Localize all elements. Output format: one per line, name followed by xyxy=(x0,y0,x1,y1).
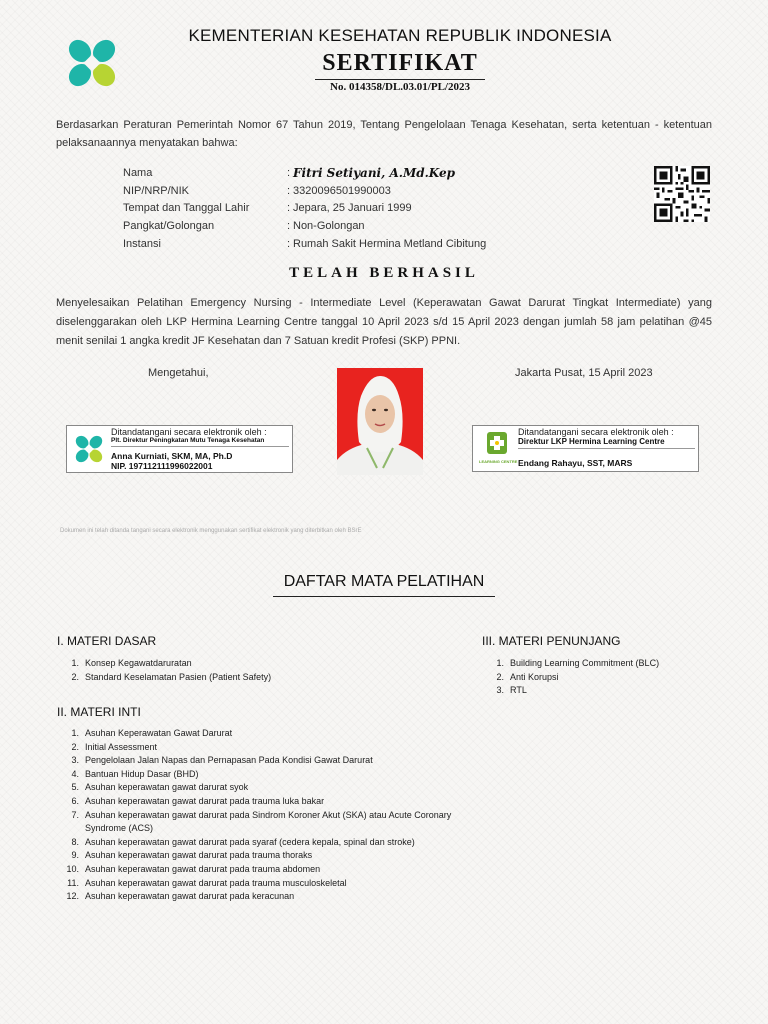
hermina-logo-icon xyxy=(481,430,513,458)
field-row-ttl: Tempat dan Tanggal Lahir : Jepara, 25 Januari 1999 xyxy=(123,202,412,215)
field-value: 3320096501990003 xyxy=(293,184,391,197)
list-item: 3. RTL xyxy=(496,685,527,696)
field-value: Rumah Sakit Hermina Metland Cibitung xyxy=(293,238,487,251)
section-title-dasar: I. MATERI DASAR xyxy=(57,634,157,648)
field-value: Non-Golongan xyxy=(293,220,365,233)
signer-position: Direktur LKP Hermina Learning Centre xyxy=(518,437,665,446)
field-label: Nama xyxy=(123,166,153,179)
signature-box-hermina xyxy=(472,425,699,472)
signer-position: Plt. Direktur Peningkatan Mutu Tenaga Kesehatan xyxy=(111,437,265,444)
list-item: 12. Asuhan keperawatan gawat darurat pada keracunan xyxy=(66,891,295,902)
field-value: Jepara, 25 Januari 1999 xyxy=(293,202,412,215)
list-item: 9. Asuhan keperawatan gawat darurat pada trauma thoraks xyxy=(71,850,313,861)
list-item: 1. Building Learning Commitment (BLC) xyxy=(496,658,660,668)
intro-paragraph: Berdasarkan Peraturan Pemerintah Nomor 67 Tahun 2019, Tentang Pengelolaan Tenaga Kesehatan, serta ketentuan - ketentuan pelaksanaannya menyatakan bahwa: xyxy=(56,119,712,149)
list-item: 1. Asuhan Keperawatan Gawat Darurat xyxy=(71,728,233,738)
course-list-underline xyxy=(273,596,495,597)
field-label: Tempat dan Tanggal Lahir xyxy=(123,202,250,215)
list-item: 1. Konsep Kegawatdaruratan xyxy=(71,658,192,668)
field-row-nama: Nama : Fitri Setiyani, A.Md.Kep xyxy=(123,165,455,180)
acknowledged-label: Mengetahui, xyxy=(148,367,209,379)
city-date: Jakarta Pusat, 15 April 2023 xyxy=(515,367,653,379)
list-item: 6. Asuhan keperawatan gawat darurat pada trauma luka bakar xyxy=(71,795,325,806)
recipient-fields xyxy=(123,164,486,253)
field-label: Pangkat/Golongan xyxy=(123,220,215,233)
certificate-title: SERTIFIKAT xyxy=(322,50,478,76)
signer-nip: NIP. 197112111996022001 xyxy=(111,461,213,471)
signature-divider xyxy=(111,446,289,447)
list-item: 4. Bantuan Hidup Dasar (BHD) xyxy=(71,768,199,779)
list-item: 3. Pengelolaan Jalan Napas dan Pernapasan Pada Kondisi Gawat Darurat xyxy=(71,755,373,766)
section-title-penunjang: III. MATERI PENUNJANG xyxy=(482,634,621,648)
list-item: 2. Anti Korupsi xyxy=(496,671,559,682)
list-materi-inti xyxy=(57,727,487,904)
field-label: Instansi xyxy=(123,238,161,251)
hermina-logo-text: LEARNING CENTRE xyxy=(479,459,518,464)
signer-name: Endang Rahayu, SST, MARS xyxy=(518,458,633,468)
list-item: 2. Initial Assessment xyxy=(71,741,158,752)
success-heading: TELAH BERHASIL xyxy=(289,265,479,281)
list-item: 7. Asuhan keperawatan gawat darurat pada Sindrom Koroner Akut (SKA) atau Acute Coronary Syndrome (ACS) xyxy=(71,809,452,834)
field-row-golongan: Pangkat/Golongan : Non-Golongan xyxy=(123,220,365,233)
list-item: 2. Standard Keselamatan Pasien (Patient Safety) xyxy=(71,671,272,682)
signed-electronically-text: Ditandatangani secara elektronik oleh : xyxy=(111,427,267,437)
list-item: 10. Asuhan keperawatan gawat darurat pada trauma abdomen xyxy=(66,863,321,874)
certificate-number: No. 014358/DL.03.01/PL/2023 xyxy=(330,81,470,93)
kemenkes-small-logo-icon xyxy=(69,428,109,470)
section-title-inti: II. MATERI INTI xyxy=(57,705,141,719)
list-item: 8. Asuhan keperawatan gawat darurat pada syaraf (cedera kepala, spinal dan stroke) xyxy=(71,836,415,847)
list-item: 11. Asuhan keperawatan gawat darurat pada trauma musculoskeletal xyxy=(67,877,347,888)
recipient-photo xyxy=(337,368,423,475)
portrait-image-icon xyxy=(337,368,423,475)
field-row-instansi: Instansi : Rumah Sakit Hermina Metland Cibitung xyxy=(123,238,487,251)
title-underline xyxy=(315,79,485,80)
list-materi-dasar xyxy=(57,657,477,684)
ministry-name: KEMENTERIAN KESEHATAN REPUBLIK INDONESIA xyxy=(188,26,612,45)
signed-electronically-text: Ditandatangani secara elektronik oleh : xyxy=(518,427,674,437)
qr-code-icon xyxy=(654,166,710,222)
list-materi-penunjang xyxy=(482,657,712,698)
field-label: NIP/NRP/NIK xyxy=(123,184,190,197)
recipient-name: Fitri Setiyani, A.Md.Kep xyxy=(293,165,455,180)
list-item: 5. Asuhan keperawatan gawat darurat syok xyxy=(71,782,249,793)
field-row-nik: NIP/NRP/NIK : 3320096501990003 xyxy=(123,184,391,197)
signature-box-ministry xyxy=(66,425,293,473)
training-description: Menyelesaikan Pelatihan Emergency Nursing - Intermediate Level (Keperawatan Gawat Darurat Tingkat Intermediate) yang diselenggarakan oleh LKP Hermina Learning Centre tanggal 10 April 2023 s/d 15 April 2023 dengan jumlah 58 jam pelatihan @45 menit senilai 1 angka kredit JF Kesehatan dan 7 Satuan kredit Profesi (SKP) PPNI. xyxy=(56,297,712,347)
signature-divider xyxy=(518,448,695,449)
signer-name: Anna Kurniati, SKM, MA, Ph.D xyxy=(111,451,233,461)
electronic-signature-note: Dokumen ini telah ditanda tangani secara elektronik menggunakan sertifikat elektronik yang diterbitkan oleh BSrE xyxy=(60,528,362,534)
course-list-title: DAFTAR MATA PELATIHAN xyxy=(283,573,485,590)
